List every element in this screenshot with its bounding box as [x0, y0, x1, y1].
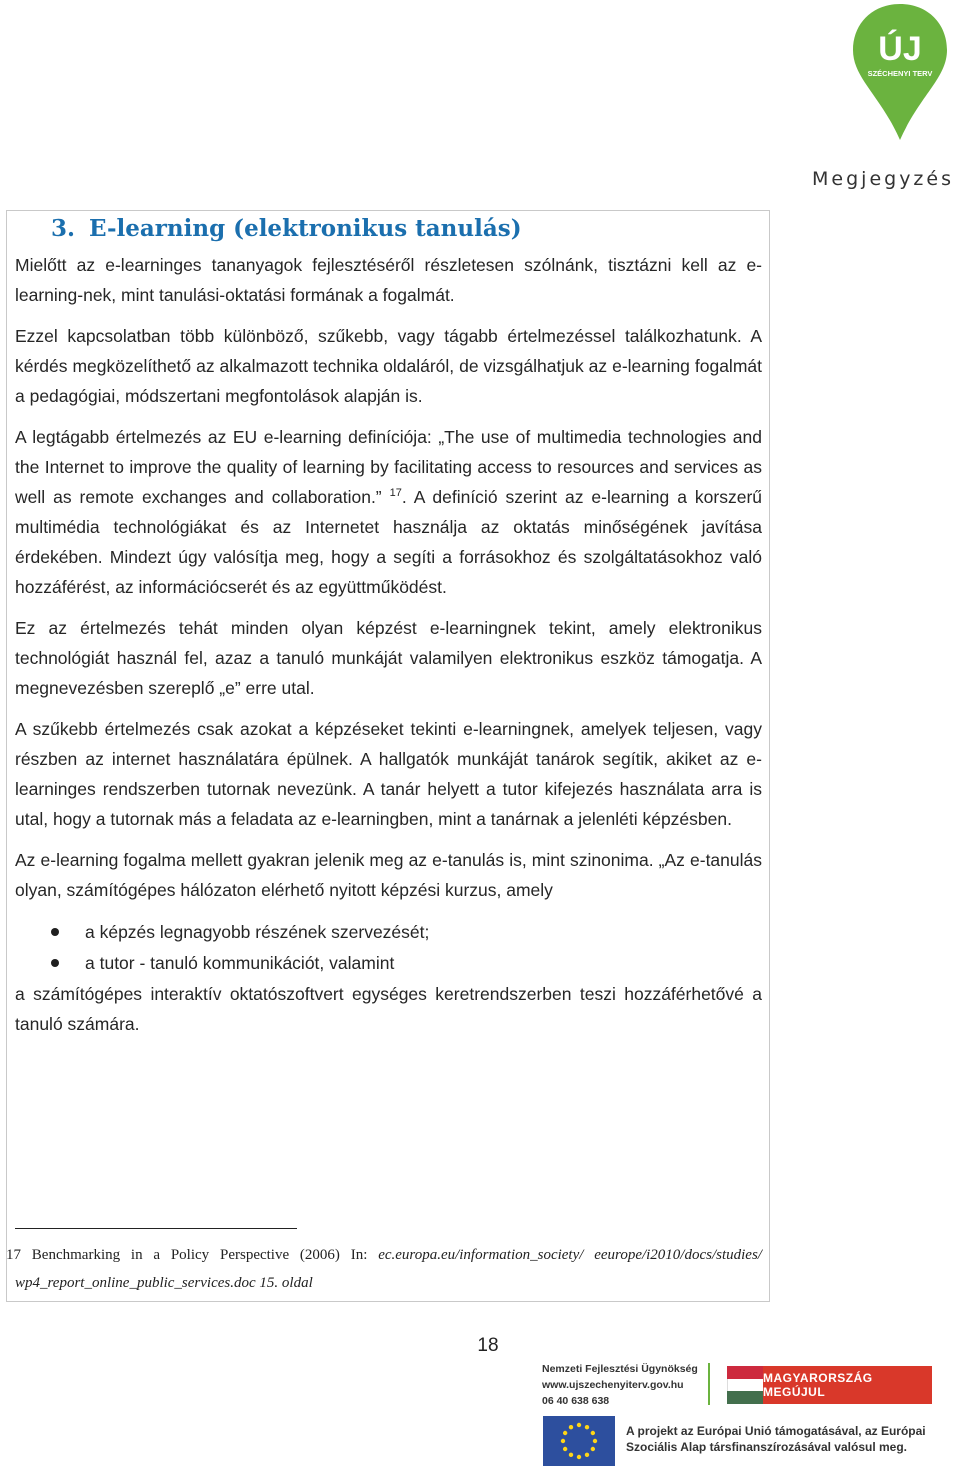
eu-star-icon — [591, 1431, 595, 1435]
footnote-number: 17 — [6, 1247, 21, 1263]
footnote-word: Benchmarking — [31, 1247, 121, 1263]
eu-text-line-1: A projekt az Európai Unió támogatásával, az Európai — [626, 1424, 926, 1438]
eu-flag-icon — [543, 1416, 615, 1466]
main-content — [15, 212, 762, 1050]
list-item-text: a tutor - tanuló kommunikációt, valamint — [85, 953, 395, 973]
paragraph-eu-definition — [15, 422, 762, 602]
agency-phone: 06 40 638 638 — [542, 1395, 610, 1407]
paragraph-interpretations: Ezzel kapcsolatban több különböző, szűkebb, vagy tágabb értelmezéssel találkozhatunk. A kérdés megközelíthető az alkalmazott technika oldaláról, de vizsgálhatjuk az e-learning fogalmát a pedagógiai, módszertani megfontolások alapján is. — [15, 326, 762, 406]
eu-star-icon — [563, 1431, 567, 1435]
agency-url[interactable]: www.ujszechenyiterv.gov.hu — [542, 1379, 684, 1391]
eu-funding-text — [626, 1423, 946, 1455]
list-item — [15, 917, 762, 948]
eu-definition-continuation: . A definíció szerint az e-learning a korszerű multimédia technológiákat és az Internetet használja az oktatás minőségének javítása érdekében. Mindezt úgy valósítja meg, hogy a segíti a forrásokhoz és szolgáltatásokhoz való hozzáférést, az információcserét és az együttműködést. — [15, 487, 763, 597]
eu-star-icon — [585, 1425, 589, 1429]
footnote-link[interactable]: eeurope/i2010/docs/studies/ — [594, 1247, 762, 1263]
eu-definition-text: A legtágabb értelmezés az EU e-learning definíciója: „The use of multimedia technologies and the Internet to improve the quality of learning by facilitating access to resources and services as well as remote exchanges and collaboration.” — [15, 427, 762, 507]
footnote-word: Policy — [170, 1247, 210, 1263]
footnote-word: (2006) — [299, 1247, 340, 1263]
paragraph-broad-interpretation: Ez az értelmezés tehát minden olyan képzést e-learningnek tekint, amely elektronikus technológiát használ fel, azaz a tanuló munkáját valamilyen elektronikus eszköz támogatja. A megnevezésben szereplő „e” erre utal. — [15, 618, 762, 698]
footnote-word: In: — [350, 1247, 368, 1263]
bullet-icon — [51, 959, 59, 967]
eu-star-icon — [591, 1447, 595, 1451]
eu-star-icon — [569, 1425, 573, 1429]
bullet-list — [15, 917, 762, 979]
footnote — [6, 1241, 762, 1297]
list-item-text: a képzés legnagyobb részének szervezését; — [85, 922, 430, 942]
agency-block — [542, 1361, 702, 1409]
logo-text: ÚJ — [878, 30, 922, 68]
page-number: 18 — [477, 1335, 499, 1356]
margin-note-label: Megjegyzés — [812, 168, 954, 190]
section-title — [15, 212, 762, 246]
eu-star-icon — [563, 1447, 567, 1451]
footnote-line-1 — [6, 1241, 762, 1269]
section-title-text: E-learning (elektronikus tanulás) — [89, 215, 522, 242]
footnote-line-2[interactable]: wp4_report_online_public_services.doc 15. oldal — [15, 1275, 313, 1291]
section-number: 3. — [51, 215, 76, 242]
hungarian-flag-icon — [727, 1366, 763, 1404]
logo-subtext: SZÉCHENYI TERV — [867, 69, 933, 78]
paragraph-narrow-interpretation: A szűkebb értelmezés csak azokat a képzéseket tekinti e-learningnek, amelyek teljesen, vagy részben az internet használatára épülnek. A hallgatók munkáját tanárok segítik, akiket az e-learninges rendszerben tutornak nevezünk. A tanár helyett a tutor kifejezés használata arra is utal, hogy a tutornak más a feladata az e-learningben, mint a tanárnak a jelenléti képzésben. — [15, 719, 762, 829]
footnote-word: in — [130, 1247, 143, 1263]
banner-text: MAGYARORSZÁG MEGÚJUL — [763, 1366, 932, 1404]
footnote-separator — [15, 1228, 297, 1229]
list-item — [15, 948, 762, 979]
magyarorszag-megujul-banner — [727, 1366, 932, 1404]
eu-text-line-2: Szociális Alap társfinanszírozásával valósul meg. — [626, 1440, 907, 1454]
paragraph-e-tanulas: Az e-learning fogalma mellett gyakran jelenik meg az e-tanulás is, mint szinonima. „Az e-tanulás olyan, számítógépes hálózaton elérhető nyitott képzési kurzus, amely — [15, 850, 762, 900]
divider — [708, 1363, 710, 1405]
eu-star-icon — [561, 1439, 565, 1443]
footnote-link[interactable]: ec.europa.eu/information_society/ — [378, 1247, 584, 1263]
eu-star-icon — [577, 1455, 581, 1459]
eu-star-icon — [585, 1453, 589, 1457]
uj-szechenyi-terv-logo — [845, 0, 955, 145]
agency-name: Nemzeti Fejlesztési Ügynökség — [542, 1363, 698, 1375]
footnote-reference[interactable]: 17 — [389, 487, 402, 500]
eu-star-icon — [593, 1439, 597, 1443]
paragraph-intro: Mielőtt az e-learninges tananyagok fejlesztéséről részletesen szólnánk, tisztázni kell az e-learning-nek, mint tanulási-oktatási formának a fogalmát. — [15, 255, 762, 305]
eu-star-icon — [577, 1423, 581, 1427]
paragraph-closing: a számítógépes interaktív oktatószoftvert egységes keretrendszerben teszi hozzáférhetővé a tanuló számára. — [15, 984, 762, 1034]
footnote-word: a — [153, 1247, 161, 1263]
bullet-icon — [51, 928, 59, 936]
eu-star-icon — [569, 1453, 573, 1457]
footnote-word: Perspective — [219, 1247, 290, 1263]
